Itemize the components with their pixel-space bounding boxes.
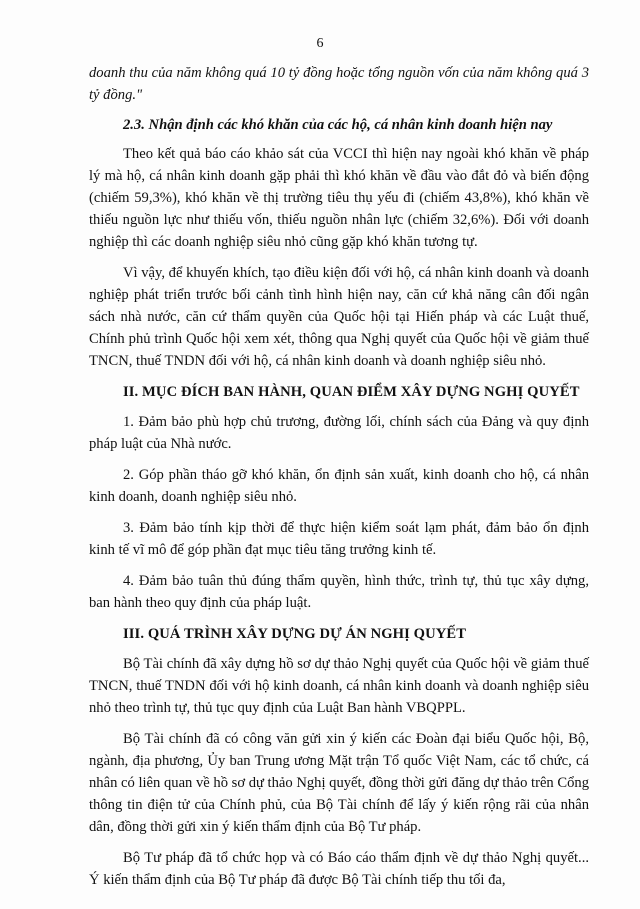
section-2-3-paragraph-1: Theo kết quả báo cáo khảo sát của VCCI thì hiện nay ngoài khó khăn về pháp lý mà hộ, cá nhân kinh doanh gặp phải thì khó khăn về đầu vào đắt đỏ và biến động (chiếm 59,3%), khó khăn về thị trường tiêu thụ yếu đi (chiếm 43,8%), khó khăn về thiếu nguồn lực như thiếu vốn, thiếu nguồn nhân lực (chiếm 32,6%). Đối với doanh nghiệp thì các doanh nghiệp siêu nhỏ cũng gặp khó khăn tương tự. bbox=[89, 146, 589, 250]
section-II-item-2: 2. Góp phần tháo gỡ khó khăn, ổn định sản xuất, kinh doanh cho hộ, cá nhân kinh doanh, doanh nghiệp siêu nhỏ. bbox=[89, 467, 589, 505]
section-III-heading: III. QUÁ TRÌNH XÂY DỰNG DỰ ÁN NGHỊ QUYẾT bbox=[123, 626, 467, 642]
intro-quote: doanh thu của năm không quá 10 tỷ đồng hoặc tổng nguồn vốn của năm không quá 3 tỷ đồng." bbox=[89, 65, 589, 103]
document-body bbox=[89, 62, 589, 891]
section-II-item-3: 3. Đảm bảo tính kịp thời để thực hiện kiểm soát lạm phát, đảm bảo ổn định kinh tế vĩ mô để góp phần đạt mục tiêu tăng trưởng kinh tế. bbox=[89, 520, 589, 558]
section-III-paragraph-2: Bộ Tài chính đã có công văn gửi xin ý kiến các Đoàn đại biểu Quốc hội, Bộ, ngành, địa phương, Ủy ban Trung ương Mặt trận Tổ quốc Việt Nam, các tổ chức, cá nhân có liên quan về hồ sơ dự thảo Nghị quyết, đồng thời gửi đăng dự thảo trên Cổng thông tin điện tử của Chính phủ, của Bộ Tài chính để lấy ý kiến rộng rãi của nhân dân, đồng thời gửi xin ý kiến thẩm định của Bộ Tư pháp. bbox=[89, 731, 590, 835]
section-III-paragraph-3: Bộ Tư pháp đã tổ chức họp và có Báo cáo thẩm định về dự thảo Nghị quyết... Ý kiến thẩm định của Bộ Tư pháp đã được Bộ Tài chính tiếp thu tối đa, bbox=[89, 850, 589, 888]
section-II-item-1: 1. Đảm bảo phù hợp chủ trương, đường lối, chính sách của Đảng và quy định pháp luật của Nhà nước. bbox=[89, 414, 589, 452]
section-2-3-heading: 2.3. Nhận định các khó khăn của các hộ, cá nhân kinh doanh hiện nay bbox=[123, 117, 553, 133]
page-number: 6 bbox=[316, 36, 324, 51]
section-2-3-paragraph-2: Vì vậy, để khuyến khích, tạo điều kiện đối với hộ, cá nhân kinh doanh và doanh nghiệp phát triển trước bối cảnh tình hình hiện nay, căn cứ khả năng cân đối ngân sách nhà nước, căn cứ thẩm quyền của Quốc hội tại Hiến pháp và các Luật thuế, Chính phủ trình Quốc hội xem xét, thông qua Nghị quyết của Quốc hội về giảm thuế TNCN, thuế TNDN đối với hộ, cá nhân kinh doanh và doanh nghiệp siêu nhỏ. bbox=[89, 265, 589, 369]
section-III-paragraph-1: Bộ Tài chính đã xây dựng hồ sơ dự thảo Nghị quyết của Quốc hội về giảm thuế TNCN, thuế TNDN đối với hộ kinh doanh, cá nhân kinh doanh và doanh nghiệp siêu nhỏ theo trình tự, thủ tục quy định của Luật Ban hành VBQPPL. bbox=[89, 656, 589, 716]
section-II-item-4: 4. Đảm bảo tuân thủ đúng thẩm quyền, hình thức, trình tự, thủ tục xây dựng, ban hành theo quy định của pháp luật. bbox=[89, 573, 589, 611]
section-II-heading: II. MỤC ĐÍCH BAN HÀNH, QUAN ĐIỂM XÂY DỰNG NGHỊ QUYẾT bbox=[123, 384, 580, 400]
